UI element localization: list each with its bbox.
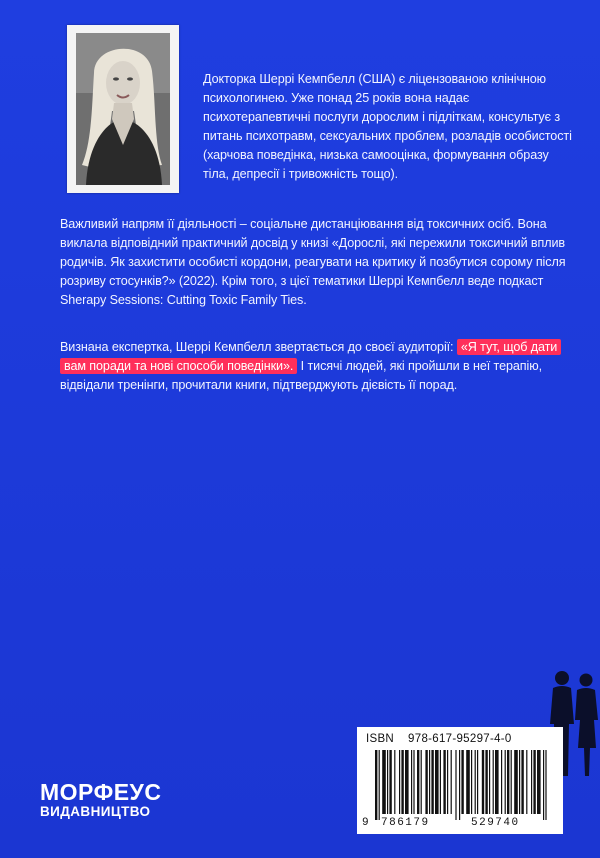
publisher-logo — [40, 780, 161, 820]
barcode-bar — [493, 750, 494, 814]
barcode-bar — [459, 750, 460, 820]
barcode-bar — [389, 750, 391, 814]
barcode-digits-left: 786179 — [381, 817, 430, 829]
barcode-bar — [431, 750, 433, 814]
isbn-number: 978-617-95297-4-0 — [408, 733, 512, 745]
barcode-bar — [495, 750, 499, 814]
barcode-bar — [531, 750, 532, 814]
expert-paragraph — [60, 338, 574, 395]
barcode-bar — [533, 750, 535, 814]
barcode-bar — [440, 750, 441, 814]
barcode-bar — [443, 750, 445, 814]
barcode-bar — [475, 750, 476, 814]
barcode-bar — [526, 750, 527, 814]
publisher-subtitle: ВИДАВНИЦТВО — [40, 804, 151, 819]
isbn-line — [366, 733, 512, 745]
barcode-bar — [514, 750, 518, 814]
barcode-bar — [401, 750, 403, 814]
expert-paragraph-end: І тисячі людей, які пройшли в неї терапію, відвідали тренінги, прочитали книги, підтверджують дієвість її порад. — [60, 358, 542, 392]
author-photo — [67, 25, 179, 193]
author-portrait-image — [76, 33, 170, 185]
barcode-bar — [413, 750, 414, 814]
barcode-bar — [501, 750, 502, 814]
barcode-bar — [466, 750, 470, 814]
barcode-bar — [429, 750, 430, 814]
barcode-bar — [405, 750, 409, 814]
barcode-bar — [455, 750, 456, 820]
barcode-bar — [485, 750, 487, 814]
barcode-bar — [411, 750, 412, 814]
barcode-bar — [447, 750, 448, 814]
publisher-name: МОРФЕУС — [40, 779, 162, 805]
barcode-bar — [482, 750, 484, 814]
barcode-panel — [357, 727, 563, 834]
barcode-bar — [521, 750, 523, 814]
barcode-bar — [471, 750, 472, 814]
barcode-bar — [537, 750, 541, 814]
barcode-bar — [387, 750, 388, 814]
barcode-bar — [519, 750, 520, 814]
barcode-bar — [451, 750, 452, 814]
barcode-bar — [489, 750, 490, 814]
barcode-bar — [511, 750, 512, 814]
barcode-bar — [382, 750, 386, 814]
barcode-bar — [461, 750, 463, 814]
barcode-bar — [375, 750, 377, 820]
barcode-bar — [477, 750, 478, 814]
barcode-bar — [505, 750, 506, 814]
isbn-label: ISBN — [366, 733, 395, 745]
barcode-digits-right: 529740 — [471, 817, 520, 829]
barcode-bar — [543, 750, 544, 820]
barcode-digit-first: 9 — [362, 817, 371, 829]
expert-paragraph-intro: Визнана експертка, Шеррі Кемпбелл звертається до своєї аудиторії: — [60, 340, 457, 354]
author-bio-text: Докторка Шеррі Кемпбелл (США) є ліцензованою клінічною психологинею. Уже понад 25 років вона надає психотерапевтичні послуги дорослим і підліткам, консультує з питань психотравм, сексуальних проблем, розладів особистості (харчова поведінка, низька самооцінка, формування образу тіла, депресії і тривожність тощо). — [203, 72, 572, 181]
barcode-bar — [507, 750, 509, 814]
barcode-bar — [417, 750, 419, 814]
highlighted-quote: «Я тут, щоб дати вам поради та нові способи поведінки». — [60, 339, 561, 374]
barcode-bar — [379, 750, 380, 820]
barcode-bar — [425, 750, 427, 814]
barcode-bar — [435, 750, 439, 814]
activity-paragraph: Важливий напрям її діяльності – соціальне дистанціювання від токсичних осіб. Вона виклала відповідний практичний досвід у книзі «Дорослі, які пережили токсичний вплив родичів. Як захистити особисті кордони, реагувати на критику й позбутися сорому після розриву стосунків?» (2022). Крім того, з цієї тематики Шеррі Кемпбелл веде подкаст Sherapy Sessions: Cutting Toxic Family Ties. — [60, 217, 566, 307]
barcode-image — [371, 750, 551, 820]
barcode-bar — [545, 750, 546, 820]
barcode-bar — [421, 750, 422, 814]
barcode-bar — [394, 750, 395, 814]
barcode-bar — [399, 750, 400, 814]
